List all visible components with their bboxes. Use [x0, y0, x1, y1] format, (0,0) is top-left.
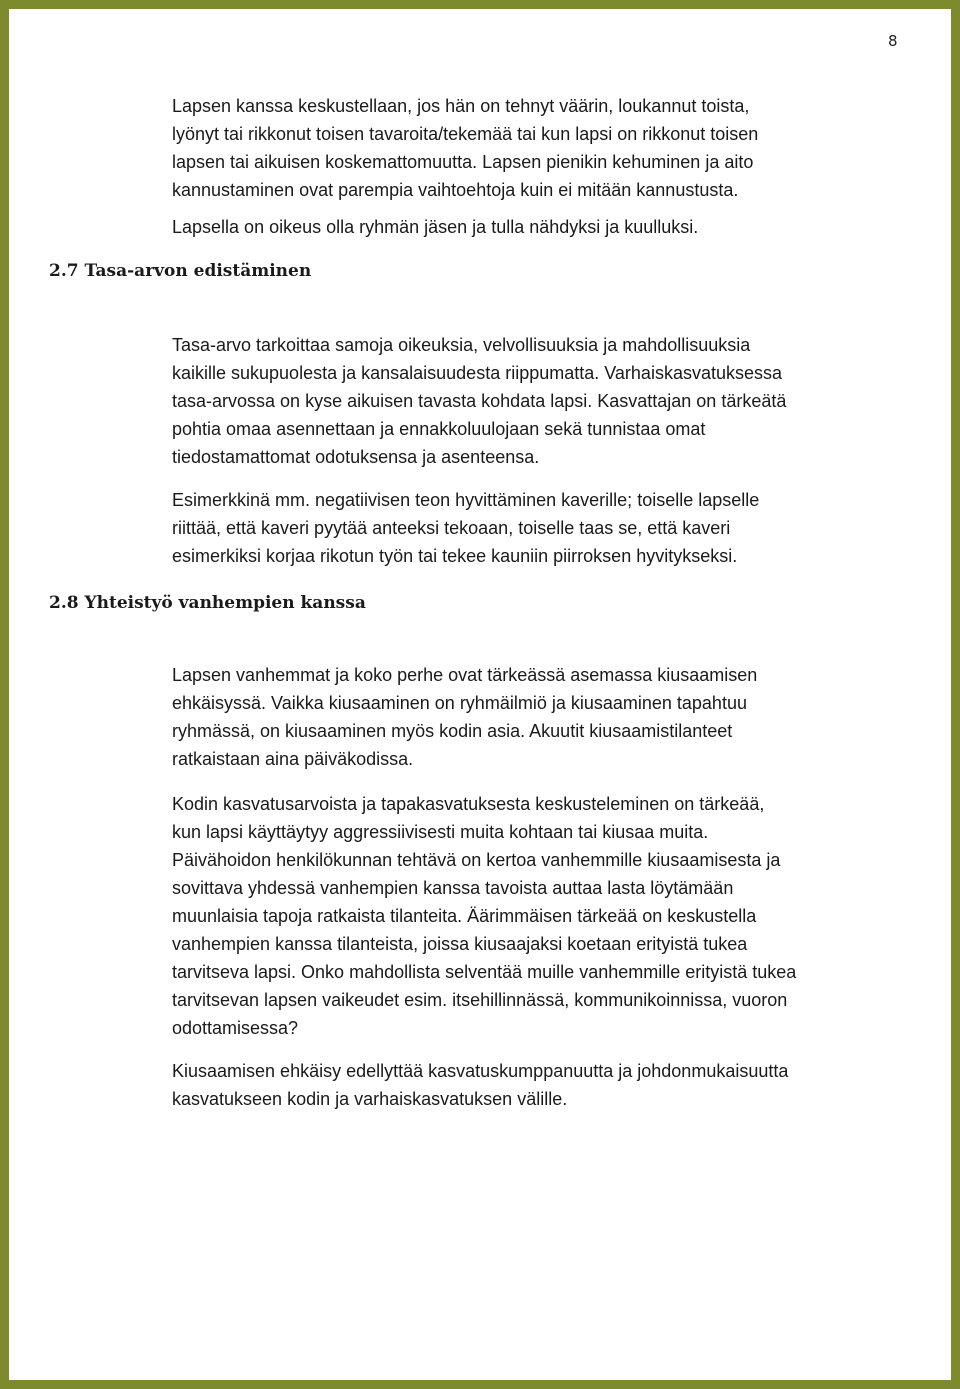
text-line: muunlaisia tapoja ratkaista tilanteita. Äärimmäisen tärkeää on keskustella	[172, 906, 757, 926]
text-line: lapsen tai aikuisen koskemattomuutta. Lapsen pienikin kehuminen ja aito	[172, 152, 754, 172]
text-line: riittää, että kaveri pyytää anteeksi tekoaan, toiselle taas se, että kaveri	[172, 518, 731, 538]
text-line: Kiusaamisen ehkäisy edellyttää kasvatuskumppanuutta ja johdonmukaisuutta	[172, 1061, 789, 1081]
text-line: odottamisessa?	[172, 1018, 299, 1038]
text-line: tarvitseva lapsi. Onko mahdollista selventää muille vanhemmille erityistä tukea	[172, 962, 797, 982]
page-number: 8	[888, 32, 898, 50]
section-heading-2-7: 2.7 Tasa-arvon edistäminen	[49, 261, 312, 281]
text-line: kasvatukseen kodin ja varhaiskasvatuksen välille.	[172, 1089, 568, 1109]
text-line: Tasa-arvo tarkoittaa samoja oikeuksia, velvollisuuksia ja mahdollisuuksia	[172, 335, 751, 355]
text-line: pohtia omaa asennettaan ja ennakkoluulojaan sekä tunnistaa omat	[172, 419, 706, 439]
text-line: Esimerkkinä mm. negatiivisen teon hyvittäminen kaverille; toiselle lapselle	[172, 490, 760, 510]
text-line: vanhempien kanssa tilanteista, joissa kiusaajaksi koetaan erityistä tukea	[172, 934, 748, 954]
section-2-7-paragraph-1	[172, 331, 912, 471]
text-line: ehkäisyssä. Vaikka kiusaaminen on ryhmäilmiö ja kiusaaminen tapahtuu	[172, 693, 747, 713]
text-line: kannustaminen ovat parempia vaihtoehtoja kuin ei mitään kannustusta.	[172, 180, 739, 200]
text-line: Päivähoidon henkilökunnan tehtävä on kertoa vanhemmille kiusaamisesta ja	[172, 850, 781, 870]
text-line: tiedostamattomat odotuksensa ja asenteensa.	[172, 447, 540, 467]
text-line: tarvitsevan lapsen vaikeudet esim. itsehillinnässä, kommunikoinnissa, vuoron	[172, 990, 788, 1010]
section-2-8-paragraph-1	[172, 661, 912, 773]
intro-paragraph-2	[172, 213, 912, 241]
intro-paragraph-1	[172, 92, 912, 204]
text-line: Lapsella on oikeus olla ryhmän jäsen ja tulla nähdyksi ja kuulluksi.	[172, 217, 699, 237]
text-line: esimerkiksi korjaa rikotun työn tai tekee kauniin piirroksen hyvitykseksi.	[172, 546, 738, 566]
text-line: Lapsen vanhemmat ja koko perhe ovat tärkeässä asemassa kiusaamisen	[172, 665, 758, 685]
text-line: tasa-arvossa on kyse aikuisen tavasta kohdata lapsi. Kasvattajan on tärkeätä	[172, 391, 787, 411]
text-line: ratkaistaan aina päiväkodissa.	[172, 749, 414, 769]
section-heading-2-8: 2.8 Yhteistyö vanhempien kanssa	[49, 593, 366, 613]
section-2-8-paragraph-2	[172, 790, 912, 1042]
text-line: kun lapsi käyttäytyy aggressiivisesti muita kohtaan tai kiusaa muita.	[172, 822, 709, 842]
text-line: Lapsen kanssa keskustellaan, jos hän on tehnyt väärin, loukannut toista,	[172, 96, 750, 116]
text-line: ryhmässä, on kiusaaminen myös kodin asia. Akuutit kiusaamistilanteet	[172, 721, 733, 741]
section-2-7-paragraph-2	[172, 486, 912, 570]
text-line: Kodin kasvatusarvoista ja tapakasvatuksesta keskusteleminen on tärkeää,	[172, 794, 765, 814]
text-line: lyönyt tai rikkonut toisen tavaroita/tekemää tai kun lapsi on rikkonut toisen	[172, 124, 759, 144]
text-line: sovittava yhdessä vanhempien kanssa tavoista auttaa lasta löytämään	[172, 878, 734, 898]
section-2-8-paragraph-3	[172, 1057, 912, 1113]
text-line: kaikille sukupuolesta ja kansalaisuudesta riippumatta. Varhaiskasvatuksessa	[172, 363, 782, 383]
